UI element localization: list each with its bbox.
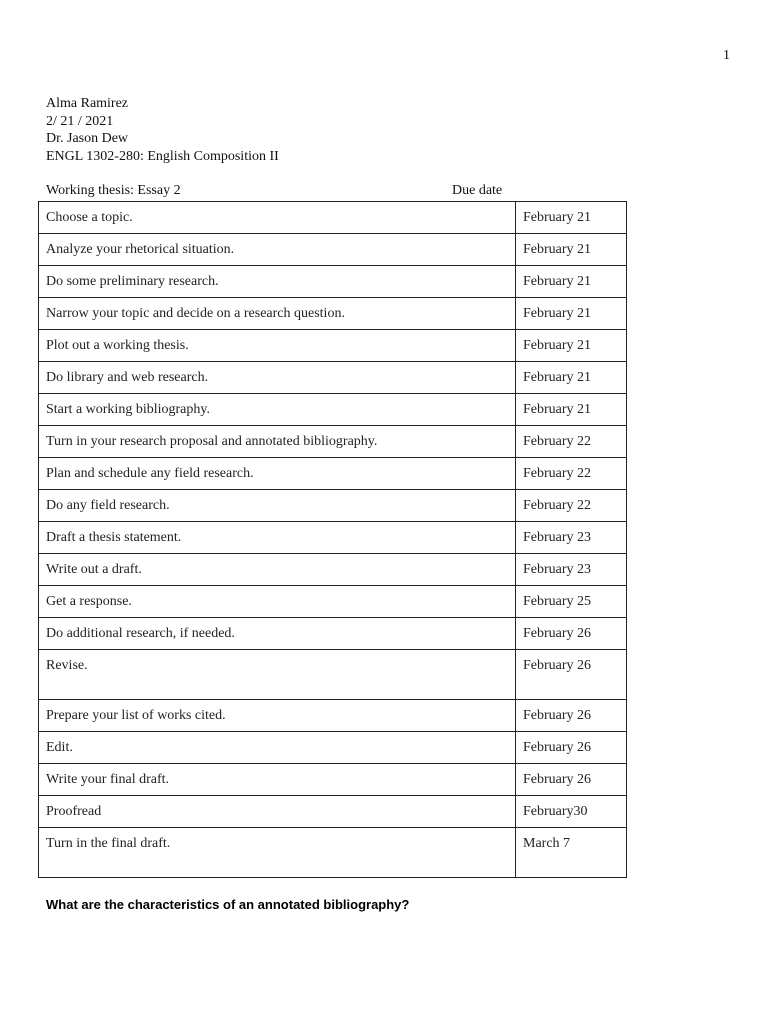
task-cell: Write your final draft. [39,764,516,796]
due-date-label: Due date [452,183,503,198]
table-row [39,650,627,700]
page-number: 1 [723,48,730,63]
task-cell: Plan and schedule any field research. [39,458,516,490]
task-cell: Turn in your research proposal and annotated bibliography. [39,426,516,458]
due-date-cell: February 26 [516,700,627,732]
schedule-table [38,201,627,878]
table-row [39,764,627,796]
due-date-cell: February30 [516,796,627,828]
task-cell: Do library and web research. [39,362,516,394]
question-heading: What are the characteristics of an annotated bibliography? [46,897,410,912]
due-date-cell: February 21 [516,330,627,362]
table-row [39,618,627,650]
task-cell: Revise. [39,650,516,700]
task-cell: Turn in the final draft. [39,828,516,878]
due-date-cell: February 21 [516,394,627,426]
instructor-name: Dr. Jason Dew [46,131,129,146]
task-cell: Do additional research, if needed. [39,618,516,650]
task-cell: Prepare your list of works cited. [39,700,516,732]
task-cell: Write out a draft. [39,554,516,586]
due-date-cell: February 21 [516,266,627,298]
table-row [39,330,627,362]
document-header [46,95,279,165]
task-cell: Proofread [39,796,516,828]
student-name: Alma Ramirez [46,96,129,111]
due-date-cell: February 26 [516,618,627,650]
due-date-cell: February 26 [516,732,627,764]
table-row [39,426,627,458]
due-date-cell: February 21 [516,202,627,234]
due-date-cell: February 21 [516,298,627,330]
schedule-table-body [39,202,627,878]
task-cell: Analyze your rhetorical situation. [39,234,516,266]
task-cell: Choose a topic. [39,202,516,234]
task-cell: Get a response. [39,586,516,618]
due-date-cell: March 7 [516,828,627,878]
table-row [39,362,627,394]
task-cell: Start a working bibliography. [39,394,516,426]
table-labels [46,183,626,201]
table-row [39,266,627,298]
due-date-cell: February 23 [516,522,627,554]
document-date: 2/ 21 / 2021 [46,113,114,129]
course-title: ENGL 1302-280: English Composition II [46,148,279,164]
table-row [39,490,627,522]
table-row [39,586,627,618]
table-row [39,298,627,330]
working-thesis-label: Working thesis: Essay 2 [46,183,181,198]
table-row [39,796,627,828]
due-date-cell: February 25 [516,586,627,618]
task-cell: Narrow your topic and decide on a research question. [39,298,516,330]
table-row [39,234,627,266]
table-row [39,828,627,878]
task-cell: Plot out a working thesis. [39,330,516,362]
due-date-cell: February 26 [516,650,627,700]
table-row [39,394,627,426]
task-cell: Draft a thesis statement. [39,522,516,554]
task-cell: Do some preliminary research. [39,266,516,298]
task-cell: Do any field research. [39,490,516,522]
table-row [39,554,627,586]
table-row [39,202,627,234]
due-date-cell: February 22 [516,458,627,490]
due-date-cell: February 26 [516,764,627,796]
due-date-cell: February 22 [516,490,627,522]
table-row [39,522,627,554]
table-row [39,458,627,490]
table-row [39,700,627,732]
due-date-cell: February 21 [516,234,627,266]
due-date-cell: February 23 [516,554,627,586]
task-cell: Edit. [39,732,516,764]
table-row [39,732,627,764]
due-date-cell: February 22 [516,426,627,458]
due-date-cell: February 21 [516,362,627,394]
